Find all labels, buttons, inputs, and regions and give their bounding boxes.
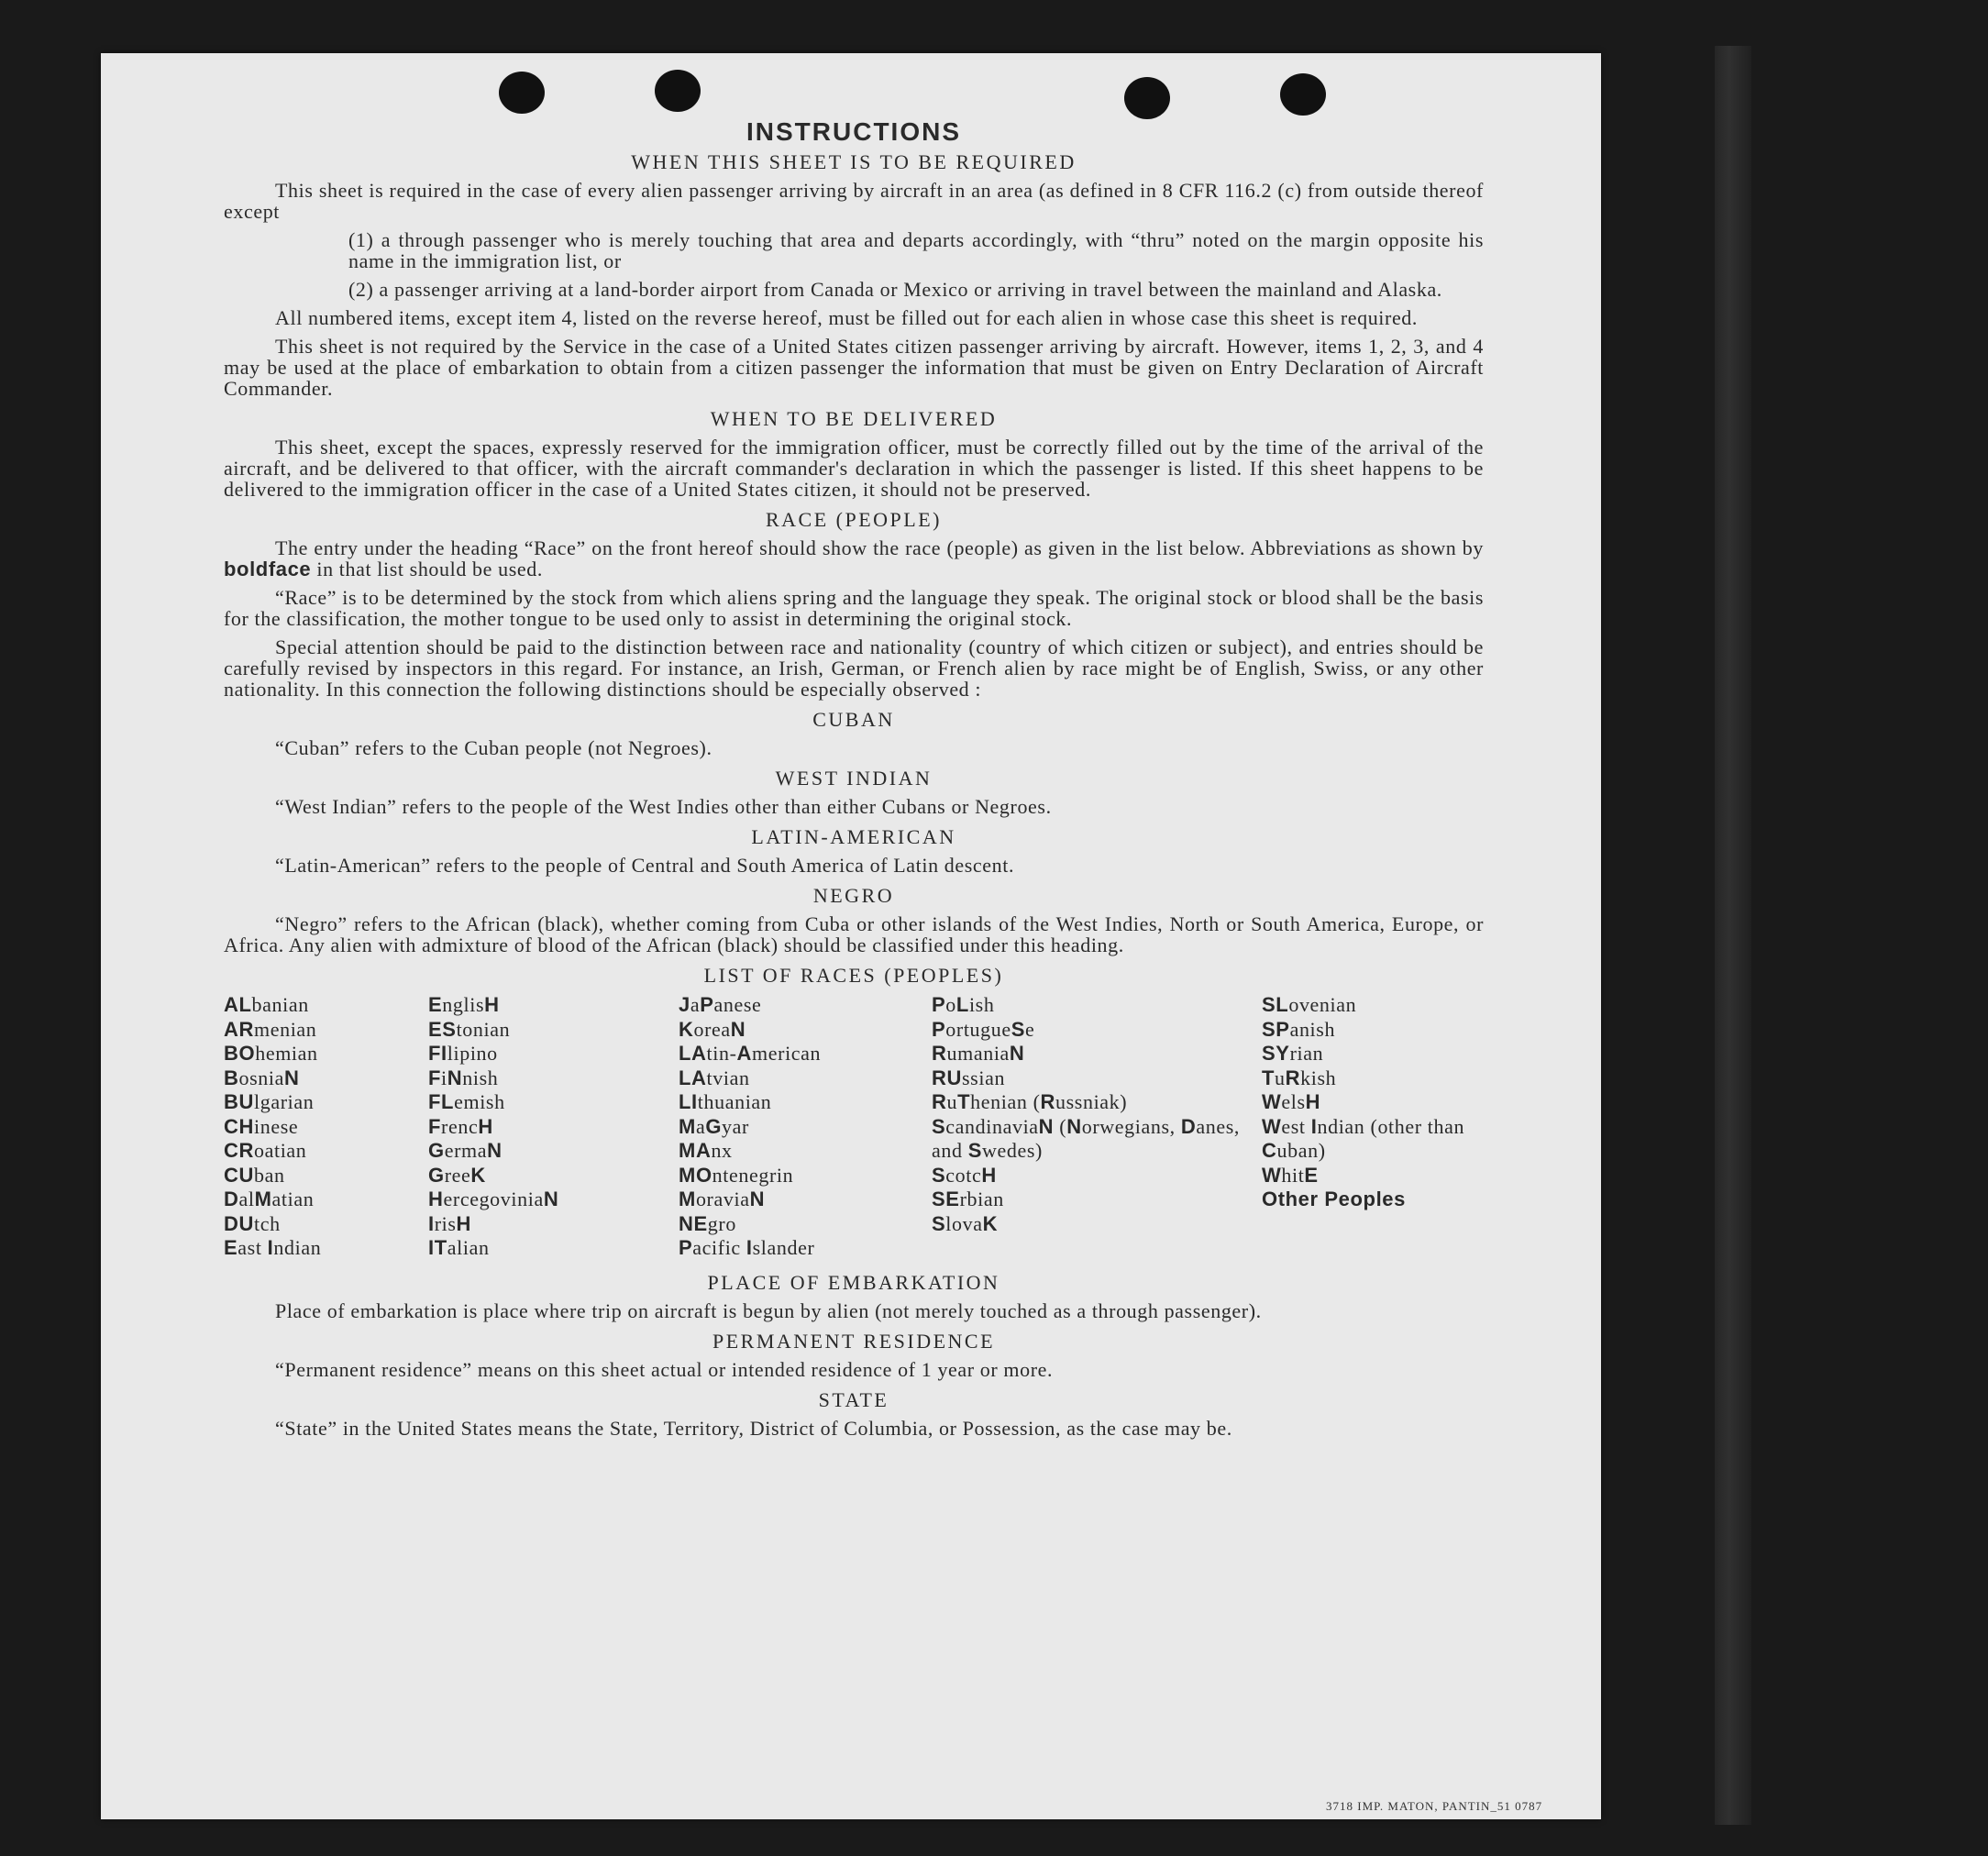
race-item: GermaN [428,1139,503,1162]
race-item: EStonian [428,1017,511,1041]
race-item: MoraviaN [679,1188,766,1210]
race-item: ITalian [428,1236,490,1259]
race-item: LAtin-American [679,1042,822,1065]
punch-hole-2 [655,70,701,112]
page-title: INSTRUCTIONS [746,117,961,146]
races-column-5 [1262,993,1484,1261]
heading-state: STATE [818,1387,889,1411]
race-item: CRoatian [224,1139,307,1162]
race-item: West Indian (other than Cuban) [1262,1114,1465,1162]
race-item: KoreaN [679,1017,746,1041]
races-column-2 [428,993,679,1261]
heading-latin-american: LATIN-AMERICAN [751,825,956,848]
race-item: DUtch [224,1211,281,1235]
punch-hole-3 [1124,77,1170,119]
race-item: MAnx [679,1139,733,1162]
para-race-3: Special attention should be paid to the distinction between race and nationality (country of which citizen or subject), and entries should be carefully revised by inspectors in this regard. For instance, an Irish, German, or French alien by race might be of English, Swiss, or any other nationality. In this connection the following distinctions should be especially observed : [224,635,1484,701]
race-item: HercegoviniaN [428,1188,559,1210]
race-item: IrisH [428,1211,472,1235]
para-residence: “Permanent residence” means on this sheet actual or intended residence of 1 year or more. [275,1357,1054,1381]
para-negro: “Negro” refers to the African (black), whether coming from Cuba or other islands of the West Indies, North or South America, Europe, or Africa. Any alien with admixture of blood of the African (black) should be classified under this heading. [224,912,1484,956]
para-when-required-2: All numbered items, except item 4, listed on the reverse hereof, must be filled out for each alien in whose case this sheet is required. [275,306,1419,329]
race-item: MaGyar [679,1114,749,1138]
item-1: (1) a through passenger who is merely touching that area and departs accordingly, with “thru” noted on the margin opposite his name in the immigration list, or [348,228,1484,272]
scan-edge [1715,46,1751,1825]
race-item: BosniaN [224,1066,300,1089]
para-when-required-1: This sheet is required in the case of every alien passenger arriving by aircraft in an area (as defined in 8 CFR 116.2 (c) from outside thereof except [224,179,1484,223]
race-item: FiNnish [428,1066,499,1089]
heading-west-indian: WEST INDIAN [775,767,933,790]
punch-hole-4 [1280,73,1326,116]
boldface-word: boldface [224,558,312,580]
heading-negro: NEGRO [812,884,895,907]
race-item: CHinese [224,1114,299,1138]
para-when-delivered: This sheet, except the spaces, expressly reserved for the immigration officer, must be correctly filled out by the time of the arrival of the aircraft, and be delivered to that officer, with the aircraft commander's declaration in which the passenger is listed. If this sheet happens to be delivered to the immigration officer in the case of a United States citizen, it should not be preserved. [224,436,1484,501]
races-list [224,993,1484,1261]
para-cuban: “Cuban” refers to the Cuban people (not Negroes). [275,736,712,759]
races-column-4 [932,993,1262,1261]
race-item: BUlgarian [224,1090,315,1113]
race-item: SYrian [1262,1042,1324,1065]
race-item: GreeK [428,1163,486,1187]
document-page [101,53,1601,1819]
para-race-1: The entry under the heading “Race” on the front hereof should show the race (people) as given in the list below. Abbreviations as shown by boldface in that list should be used. [224,536,1484,580]
heading-cuban: CUBAN [812,708,895,731]
race-item: RumaniaN [932,1042,1025,1065]
race-item: LAtvian [679,1066,750,1089]
heading-when-required: WHEN THIS SHEET IS TO BE REQUIRED [631,150,1077,173]
race-item: WhitE [1262,1163,1319,1187]
race-item: SlovaK [932,1211,999,1235]
race-item: FLemish [428,1090,505,1113]
para-when-required-3: This sheet is not required by the Service in the case of a United States citizen passenger arriving by aircraft. However, items 1, 2, 3, and 4 may be used at the place of embarkation to obtain from a citizen passenger the information that must be given on Entry Declaration of Aircraft Commander. [224,335,1484,400]
race-item: MOntenegrin [679,1163,794,1187]
instructions-text [224,116,1484,1446]
race-item: SErbian [932,1188,1004,1210]
races-column-1 [224,993,428,1261]
race-item: FrencH [428,1114,493,1138]
race-item: JaPanese [679,993,762,1016]
race-item: Other Peoples [1262,1188,1406,1210]
race-item: DalMatian [224,1188,315,1210]
race-item: SLovenian [1262,993,1357,1016]
race-item: LIthuanian [679,1090,772,1113]
heading-residence: PERMANENT RESIDENCE [712,1329,996,1353]
race-item: RUssian [932,1066,1006,1089]
para-race-2: “Race” is to be determined by the stock from which aliens spring and the language they speak. The original stock or blood shall be the basis for the classification, the mother tongue to be used only to assist in determining the original stock. [224,586,1484,630]
para-west-indian: “West Indian” refers to the people of the West Indies other than either Cubans or Negroes. [275,795,1052,818]
heading-when-delivered: WHEN TO BE DELIVERED [710,407,998,430]
race-item: NEgro [679,1211,736,1235]
race-item: FIlipino [428,1042,498,1065]
race-item: WelsH [1262,1090,1321,1113]
heading-race: RACE (PEOPLE) [766,508,942,531]
race-item: SPanish [1262,1017,1336,1041]
race-item: East Indian [224,1236,322,1259]
heading-embarkation: PLACE OF EMBARKATION [707,1270,1000,1294]
heading-list-of-races: LIST OF RACES (PEOPLES) [703,964,1004,987]
print-code: 3718 IMP. MATON, PANTIN_51 0787 [1326,1799,1543,1813]
para-embarkation: Place of embarkation is place where trip on aircraft is begun by alien (not merely touched as a through passenger). [275,1298,1262,1322]
item-2: (2) a passenger arriving at a land-border airport from Canada or Mexico or arriving in travel between the mainland and Alaska. [348,278,1442,301]
race-item: ALbanian [224,993,309,1016]
race-item: Pacific Islander [679,1236,815,1259]
race-item: ARmenian [224,1017,317,1041]
punch-hole-1 [499,72,545,114]
race-item: PoLish [932,993,995,1016]
races-column-3 [679,993,932,1261]
race-item: RuThenian (Russniak) [932,1090,1128,1113]
race-item: TuRkish [1262,1066,1337,1089]
race-item: EnglisH [428,993,500,1016]
race-item: BOhemian [224,1042,318,1065]
race-item: ScandinaviaN (Norwegians, Danes, and Swedes) [932,1114,1240,1162]
race-item: CUban [224,1163,285,1187]
para-latin-american: “Latin-American” refers to the people of Central and South America of Latin descent. [275,854,1015,877]
para-state: “State” in the United States means the State, Territory, District of Columbia, or Possession, as the case may be. [275,1416,1232,1440]
race-item: PortugueSe [932,1017,1035,1041]
race-item: ScotcH [932,1163,997,1187]
